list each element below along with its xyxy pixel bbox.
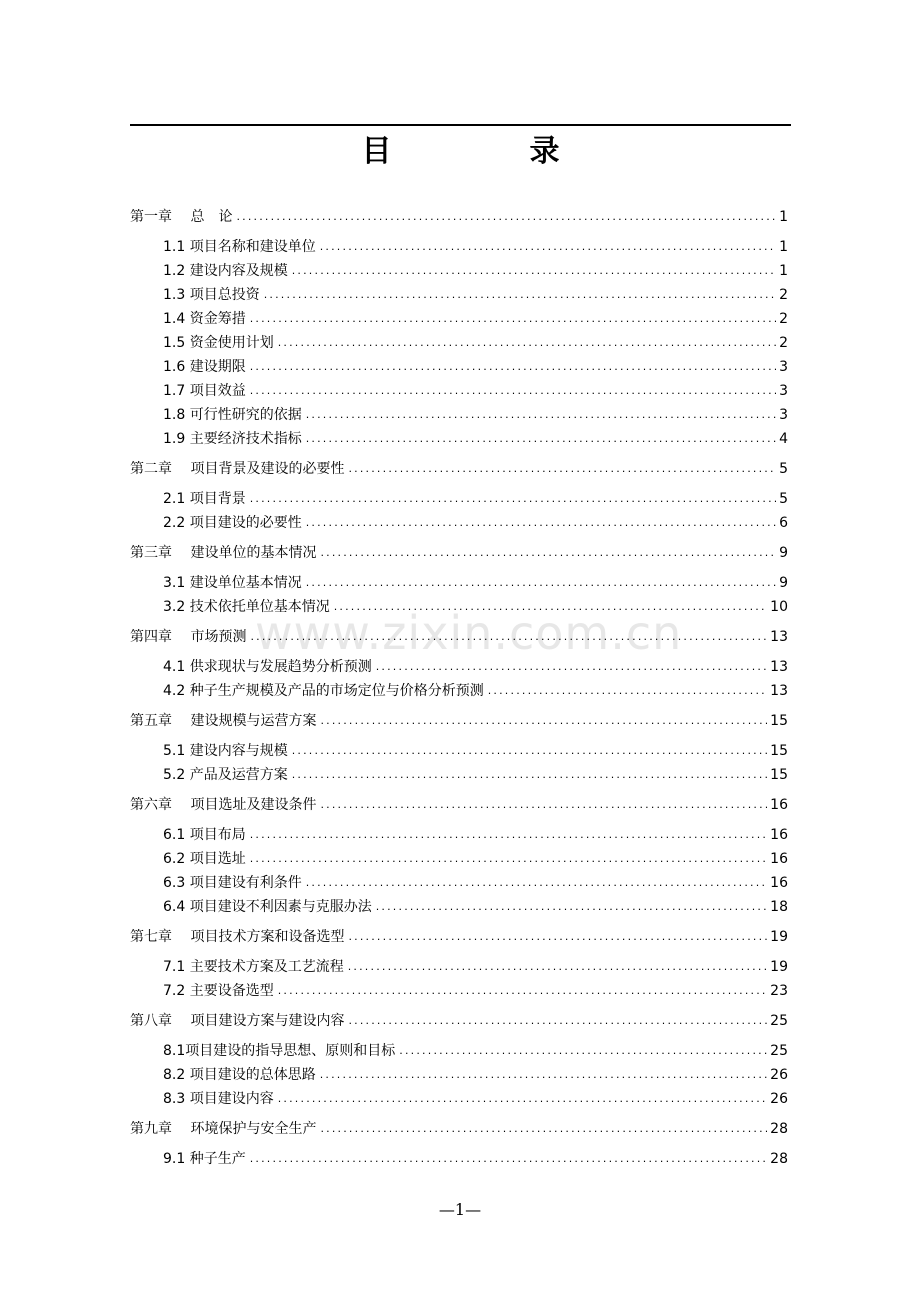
toc-section-entry[interactable] [163, 356, 788, 376]
toc-entry-page-number: 15 [770, 767, 788, 783]
toc-entry-page-number: 6 [779, 515, 788, 531]
toc-entry-label: 1.2 建设内容及规模 [163, 263, 288, 279]
toc-leader-dots [348, 930, 767, 944]
toc-section-entry[interactable] [163, 1148, 788, 1168]
toc-leader-dots [320, 240, 776, 254]
toc-leader-dots [334, 600, 767, 614]
header-rule [130, 124, 791, 126]
toc-section-entry[interactable] [163, 956, 788, 976]
toc-leader-dots [306, 576, 776, 590]
toc-entry-label: 2.2 项目建设的必要性 [163, 515, 302, 531]
toc-entry-label: 第六章 项目选址及建设条件 [130, 797, 317, 813]
toc-section-entry[interactable] [163, 896, 788, 916]
toc-entry-page-number: 28 [770, 1121, 788, 1137]
toc-entry-label: 4.1 供求现状与发展趋势分析预测 [163, 659, 372, 675]
toc-entry-label: 3.1 建设单位基本情况 [163, 575, 302, 591]
toc-section-entry[interactable] [163, 824, 788, 844]
toc-leader-dots [348, 462, 776, 476]
toc-entry-page-number: 19 [770, 959, 788, 975]
toc-entry-label: 8.2 项目建设的总体思路 [163, 1067, 316, 1083]
toc-entry-label: 3.2 技术依托单位基本情况 [163, 599, 330, 615]
toc-entry-page-number: 10 [770, 599, 788, 615]
toc-leader-dots [320, 798, 767, 812]
toc-entry-label: 1.9 主要经济技术指标 [163, 431, 302, 447]
toc-entry-label: 7.1 主要技术方案及工艺流程 [163, 959, 344, 975]
toc-section-entry[interactable] [163, 1064, 788, 1084]
toc-entry-page-number: 25 [770, 1043, 788, 1059]
toc-entry-page-number: 3 [779, 407, 788, 423]
toc-entry-page-number: 28 [770, 1151, 788, 1167]
toc-leader-dots [236, 210, 776, 224]
toc-entry-label: 8.1项目建设的指导思想、原则和目标 [163, 1043, 396, 1059]
toc-leader-dots [250, 492, 776, 506]
toc-leader-dots [306, 516, 776, 530]
toc-chapter-entry[interactable] [130, 1010, 788, 1030]
toc-entry-page-number: 1 [779, 209, 788, 225]
toc-leader-dots [292, 264, 776, 278]
toc-section-entry[interactable] [163, 260, 788, 280]
toc-chapter-entry[interactable] [130, 1118, 788, 1138]
toc-entry-page-number: 13 [770, 629, 788, 645]
page-title: 目 录 [361, 134, 614, 169]
toc-entry-page-number: 16 [770, 875, 788, 891]
toc-section-entry[interactable] [163, 332, 788, 352]
toc-entry-label: 6.3 项目建设有利条件 [163, 875, 302, 891]
toc-entry-page-number: 16 [770, 827, 788, 843]
toc-entry-page-number: 19 [770, 929, 788, 945]
toc-entry-label: 1.1 项目名称和建设单位 [163, 239, 316, 255]
toc-entry-label: 2.1 项目背景 [163, 491, 246, 507]
toc-leader-dots [348, 960, 767, 974]
toc-leader-dots [348, 1014, 767, 1028]
toc-entry-label: 9.1 种子生产 [163, 1151, 246, 1167]
toc-entry-label: 第九章 环境保护与安全生产 [130, 1121, 317, 1137]
toc-leader-dots [250, 1152, 767, 1166]
toc-entry-label: 1.5 资金使用计划 [163, 335, 274, 351]
toc-section-entry[interactable] [163, 680, 788, 700]
toc-leader-dots [278, 336, 776, 350]
toc-entry-page-number: 16 [770, 797, 788, 813]
toc-entry-page-number: 5 [779, 491, 788, 507]
toc-leader-dots [250, 852, 767, 866]
toc-entry-page-number: 1 [779, 239, 788, 255]
toc-section-entry[interactable] [163, 488, 788, 508]
watermark: www.zixin.com.cn [255, 606, 683, 660]
toc-entry-label: 第七章 项目技术方案和设备选型 [130, 929, 345, 945]
toc-leader-dots [264, 288, 776, 302]
toc-leader-dots [250, 384, 776, 398]
toc-entry-page-number: 5 [779, 461, 788, 477]
toc-leader-dots [278, 984, 767, 998]
toc-entry-label: 第八章 项目建设方案与建设内容 [130, 1013, 345, 1029]
toc-entry-page-number: 1 [779, 263, 788, 279]
toc-entry-label: 7.2 主要设备选型 [163, 983, 274, 999]
toc-entry-label: 第一章 总 论 [130, 209, 233, 225]
toc-section-entry[interactable] [163, 656, 788, 676]
toc-chapter-entry[interactable] [130, 794, 788, 814]
toc-entry-label: 第二章 项目背景及建设的必要性 [130, 461, 345, 477]
toc-leader-dots [376, 660, 767, 674]
toc-leader-dots [250, 312, 776, 326]
toc-entry-label: 6.2 项目选址 [163, 851, 246, 867]
page-number-footer: —1— [438, 1200, 482, 1219]
toc-chapter-entry[interactable] [130, 926, 788, 946]
toc-entry-label: 第四章 市场预测 [130, 629, 247, 645]
toc-entry-label: 5.1 建设内容与规模 [163, 743, 288, 759]
toc-chapter-entry[interactable] [130, 710, 788, 730]
toc-entry-page-number: 25 [770, 1013, 788, 1029]
toc-entry-label: 1.8 可行性研究的依据 [163, 407, 302, 423]
toc-entry-page-number: 26 [770, 1067, 788, 1083]
toc-leader-dots [399, 1044, 767, 1058]
toc-entry-page-number: 16 [770, 851, 788, 867]
toc-section-entry[interactable] [163, 1088, 788, 1108]
toc-section-entry[interactable] [163, 980, 788, 1000]
toc-leader-dots [250, 630, 767, 644]
toc-section-entry[interactable] [163, 380, 788, 400]
toc-section-entry[interactable] [163, 872, 788, 892]
toc-chapter-entry[interactable] [130, 626, 788, 646]
toc-section-entry[interactable] [163, 308, 788, 328]
toc-entry-label: 6.4 项目建设不利因素与克服办法 [163, 899, 372, 915]
toc-leader-dots [278, 1092, 767, 1106]
toc-entry-label: 第三章 建设单位的基本情况 [130, 545, 317, 561]
toc-entry-page-number: 2 [779, 311, 788, 327]
toc-section-entry[interactable] [163, 572, 788, 592]
toc-entry-page-number: 3 [779, 383, 788, 399]
toc-leader-dots [250, 360, 776, 374]
toc-entry-page-number: 2 [779, 335, 788, 351]
toc-chapter-entry[interactable] [130, 458, 788, 478]
toc-entry-label: 1.3 项目总投资 [163, 287, 260, 303]
toc-leader-dots [320, 546, 776, 560]
toc-entry-label: 1.4 资金筹措 [163, 311, 246, 327]
toc-entry-page-number: 23 [770, 983, 788, 999]
toc-section-entry[interactable] [163, 428, 788, 448]
toc-entry-page-number: 3 [779, 359, 788, 375]
toc-entry-page-number: 2 [779, 287, 788, 303]
toc-entry-label: 5.2 产品及运营方案 [163, 767, 288, 783]
toc-entry-page-number: 26 [770, 1091, 788, 1107]
toc-section-entry[interactable] [163, 764, 788, 784]
toc-leader-dots [320, 1068, 767, 1082]
toc-leader-dots [306, 876, 767, 890]
toc-section-entry[interactable] [163, 596, 788, 616]
toc-chapter-entry[interactable] [130, 542, 788, 562]
toc-section-entry[interactable] [163, 284, 788, 304]
toc-entry-label: 1.6 建设期限 [163, 359, 246, 375]
toc-entry-page-number: 18 [770, 899, 788, 915]
toc-entry-label: 4.2 种子生产规模及产品的市场定位与价格分析预测 [163, 683, 484, 699]
toc-section-entry[interactable] [163, 512, 788, 532]
toc-entry-label: 6.1 项目布局 [163, 827, 246, 843]
toc-entry-label: 1.7 项目效益 [163, 383, 246, 399]
toc-entry-label: 第五章 建设规模与运营方案 [130, 713, 317, 729]
toc-section-entry[interactable] [163, 848, 788, 868]
toc-entry-page-number: 15 [770, 713, 788, 729]
toc-section-entry[interactable] [163, 740, 788, 760]
toc-leader-dots [488, 684, 767, 698]
toc-section-entry[interactable] [163, 236, 788, 256]
toc-leader-dots [292, 744, 767, 758]
toc-chapter-entry[interactable] [130, 206, 788, 226]
toc-section-entry[interactable] [163, 1040, 788, 1060]
toc-leader-dots [250, 828, 767, 842]
toc-leader-dots [320, 714, 767, 728]
toc-leader-dots [292, 768, 767, 782]
toc-leader-dots [306, 432, 776, 446]
toc-entry-page-number: 9 [779, 545, 788, 561]
toc-section-entry[interactable] [163, 404, 788, 424]
toc-entry-page-number: 15 [770, 743, 788, 759]
toc-leader-dots [376, 900, 767, 914]
toc-entry-page-number: 9 [779, 575, 788, 591]
toc-leader-dots [306, 408, 776, 422]
toc-entry-page-number: 13 [770, 683, 788, 699]
toc-entry-page-number: 13 [770, 659, 788, 675]
toc-entry-label: 8.3 项目建设内容 [163, 1091, 274, 1107]
toc-leader-dots [320, 1122, 767, 1136]
toc-entry-page-number: 4 [779, 431, 788, 447]
